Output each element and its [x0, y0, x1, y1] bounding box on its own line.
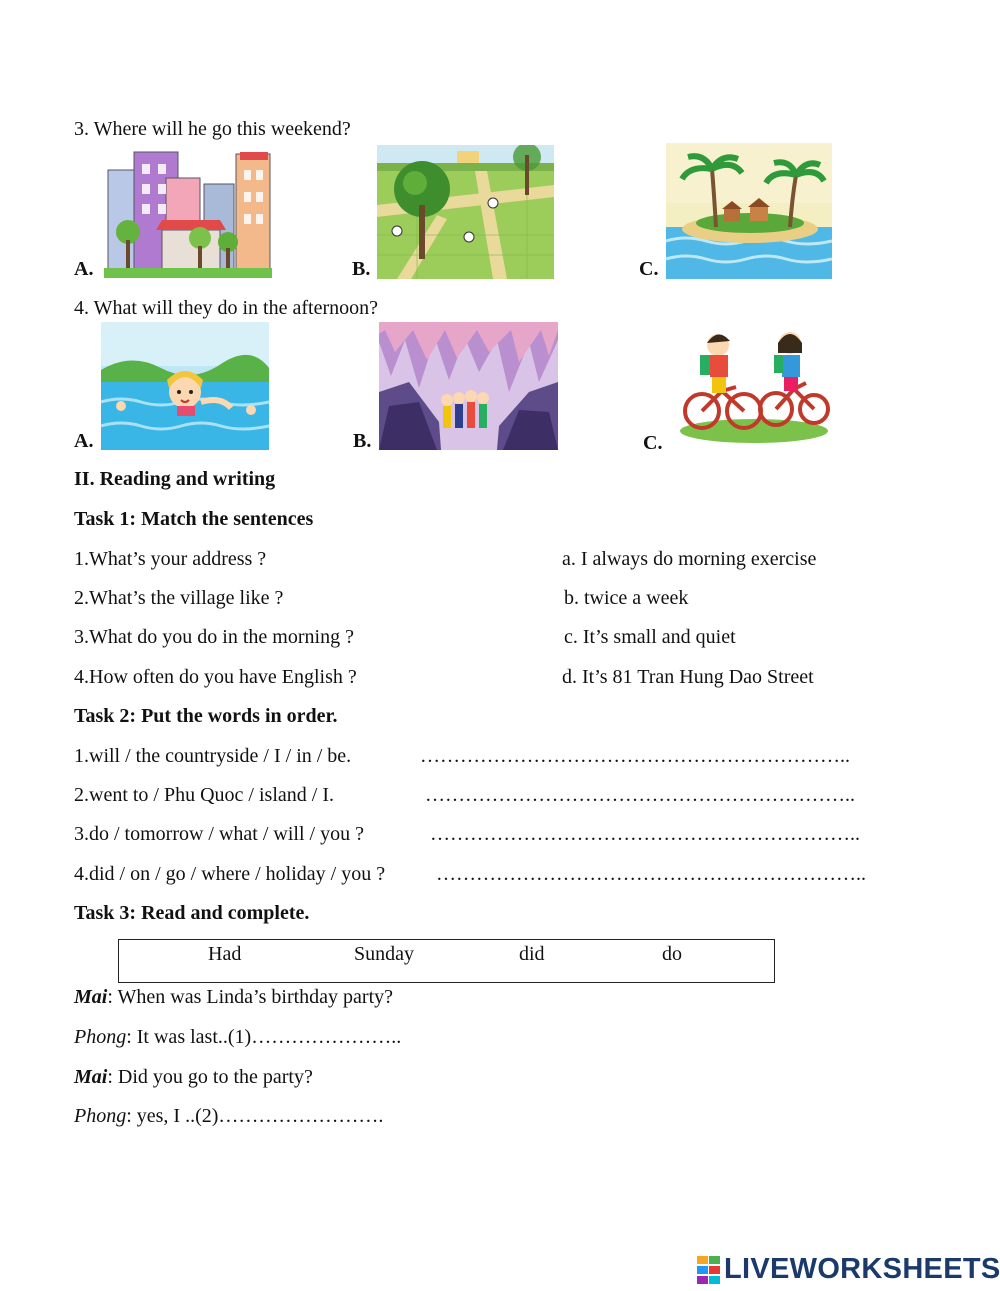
speaker-name: Mai	[74, 1066, 108, 1088]
q4-option-b-label[interactable]: B.	[353, 430, 372, 452]
dialogue-text: : Did you go to the party?	[107, 1066, 313, 1088]
task2-answer-blank[interactable]: ………………………………………………………..	[425, 784, 855, 806]
task1-right-item[interactable]: b. twice a week	[564, 587, 689, 609]
task2-title: Task 2: Put the words in order.	[74, 705, 338, 727]
section-title: II. Reading and writing	[74, 468, 276, 490]
dialogue-text-with-blank[interactable]: : It was last..(1)…………………..	[126, 1026, 402, 1048]
q3-option-a-label[interactable]: A.	[74, 258, 94, 280]
task2-answer-blank[interactable]: ………………………………………………………..	[430, 823, 860, 845]
task3-title: Task 3: Read and complete.	[74, 902, 310, 924]
dialogue-line	[74, 1026, 401, 1049]
speaker-name: Phong	[74, 1026, 127, 1048]
dialogue-line	[74, 986, 393, 1009]
logo-tiles-icon	[697, 1256, 721, 1284]
park-map-image[interactable]	[377, 145, 554, 279]
word-bank-word: Sunday	[354, 943, 414, 965]
task1-left-item[interactable]: 3.What do you do in the morning ?	[74, 626, 354, 648]
task1-left-item[interactable]: 2.What’s the village like ?	[74, 587, 284, 609]
dialogue-text: : When was Linda’s birthday party?	[107, 986, 394, 1008]
liveworksheets-logo	[697, 1252, 1000, 1286]
task2-answer-blank[interactable]: ………………………………………………………..	[436, 863, 866, 885]
task1-right-item[interactable]: c. It’s small and quiet	[564, 626, 736, 648]
task2-prompt: 4.did / on / go / where / holiday / you ?	[74, 863, 386, 885]
dialogue-text-with-blank[interactable]: : yes, I ..(2)…………………….	[126, 1105, 384, 1127]
q4-option-c-label[interactable]: C.	[643, 432, 663, 454]
dialogue-line	[74, 1066, 313, 1089]
speaker-name: Phong	[74, 1105, 127, 1127]
q3-option-b-label[interactable]: B.	[352, 258, 371, 280]
task1-left-item[interactable]: 4.How often do you have English ?	[74, 666, 357, 688]
task1-right-item[interactable]: a. I always do morning exercise	[562, 548, 817, 570]
q4-option-a-label[interactable]: A.	[74, 430, 94, 452]
task1-right-item[interactable]: d. It’s 81 Tran Hung Dao Street	[562, 666, 814, 688]
word-bank-word: did	[519, 943, 545, 965]
tropical-island-image[interactable]	[666, 143, 832, 279]
word-bank-box	[118, 939, 775, 983]
word-bank-word: do	[662, 943, 682, 965]
logo-text: LIVEWORKSHEETS	[724, 1253, 1000, 1285]
cave-exploring-image[interactable]	[379, 322, 558, 450]
task2-prompt: 1.will / the countryside / I / in / be.	[74, 745, 352, 767]
city-buildings-image[interactable]	[104, 150, 272, 278]
children-cycling-image[interactable]	[678, 325, 830, 445]
question-4-text: 4. What will they do in the afternoon?	[74, 297, 378, 319]
task1-title: Task 1: Match the sentences	[74, 508, 314, 530]
dialogue-line	[74, 1105, 383, 1128]
question-3-text: 3. Where will he go this weekend?	[74, 118, 351, 140]
task2-prompt: 3.do / tomorrow / what / will / you ?	[74, 823, 364, 845]
word-bank-word: Had	[208, 943, 242, 965]
task2-answer-blank[interactable]: ………………………………………………………..	[420, 745, 850, 767]
girl-swimming-image[interactable]	[101, 322, 269, 450]
task2-prompt: 2.went to / Phu Quoc / island / I.	[74, 784, 334, 806]
q3-option-c-label[interactable]: C.	[639, 258, 659, 280]
speaker-name: Mai	[74, 986, 108, 1008]
task1-left-item[interactable]: 1.What’s your address ?	[74, 548, 267, 570]
